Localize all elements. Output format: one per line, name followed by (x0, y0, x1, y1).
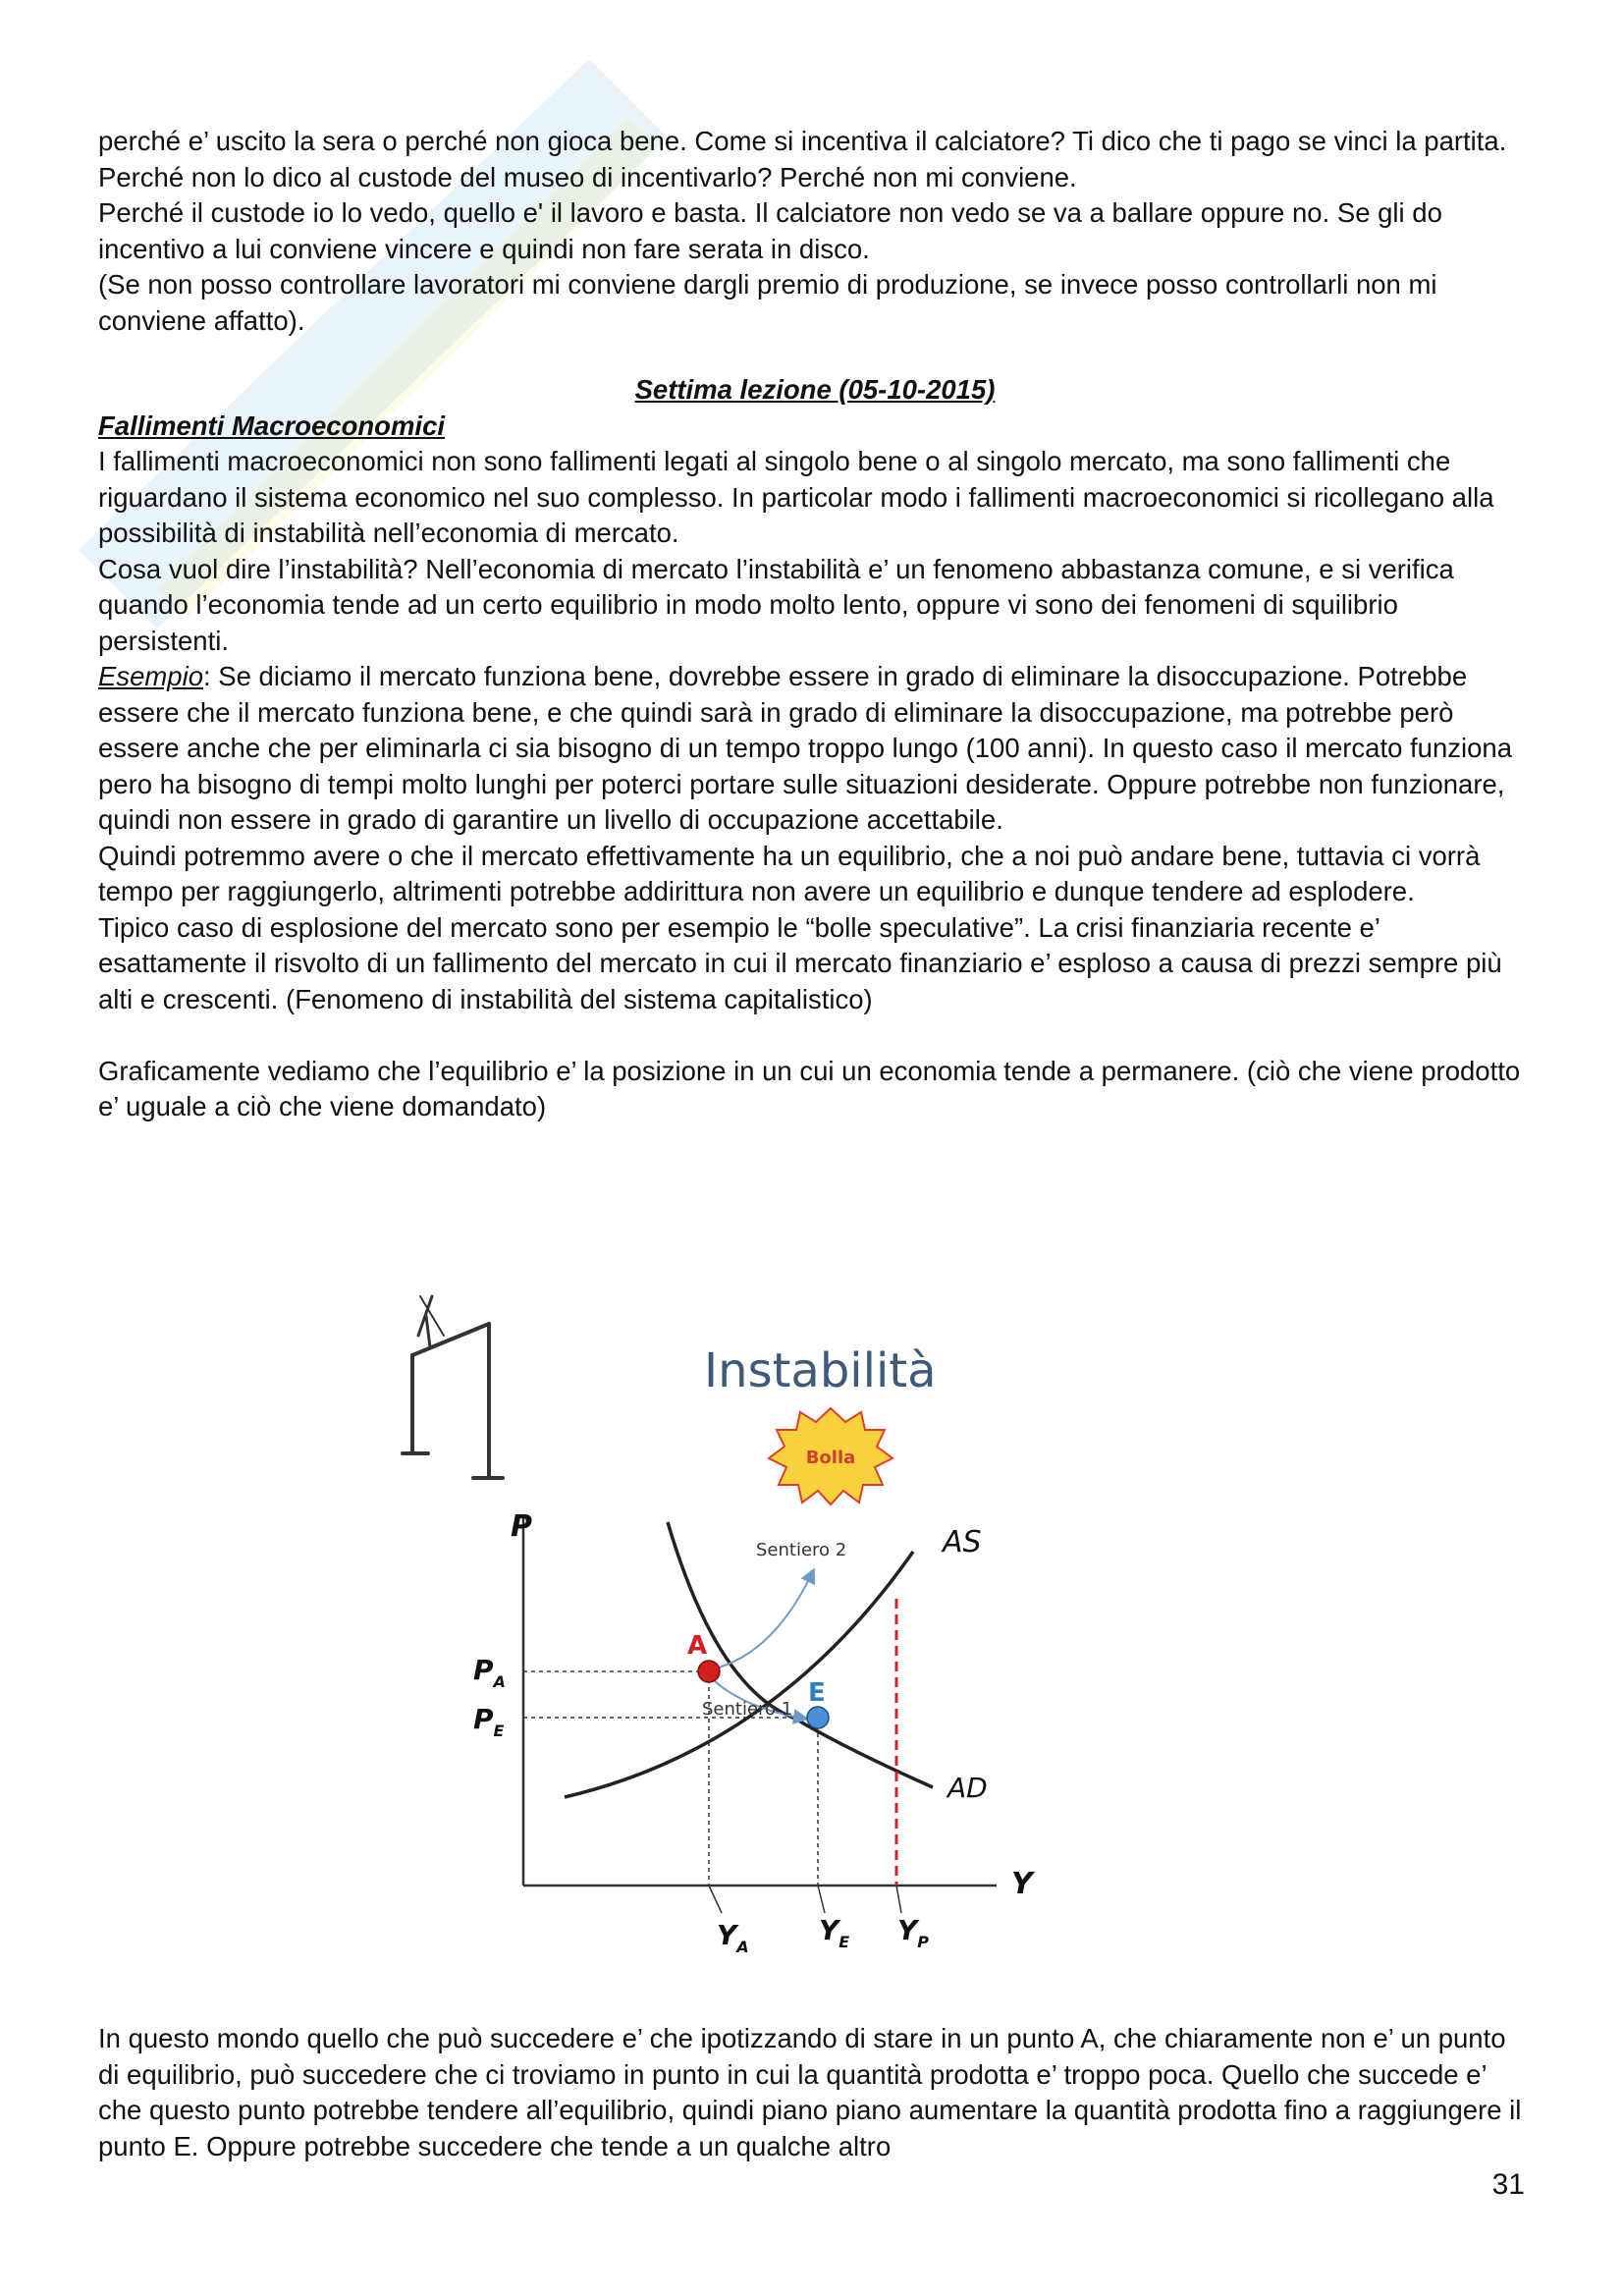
paragraph: Quindi potremmo avere o che il mercato effettivamente ha un equilibrio, che a noi può andare bene, tuttavia ci vorrà tempo per raggiungerlo, altrimenti potrebbe addirittura non avere un equilibrio e dunque tendere ad esplodere. (98, 840, 1481, 906)
section-title: Fallimenti Macroeconomici (98, 410, 446, 441)
point-a (698, 1661, 720, 1682)
paragraph: perché e’ uscito la sera o perché non gioca bene. Come si incentiva il calciatore? Ti dico che ti pago se vinci la partita. (98, 126, 1507, 156)
point-e (807, 1707, 829, 1728)
point-e-label: E (808, 1678, 826, 1708)
instability-diagram (383, 1277, 1070, 1984)
ad-curve (668, 1522, 933, 1787)
output-e-label: $Y_E$ (819, 1914, 850, 1951)
path-2-label: Sentiero 2 (756, 1540, 847, 1560)
path-1-label: Sentiero 1 (702, 1699, 793, 1720)
instability-figure (383, 1277, 1070, 1984)
output-a-label: $Y_A$ (717, 1919, 749, 1956)
paragraph: Graficamente vediamo che l’equilibrio e’ la posizione in un cui un economia tende a permanere. (ciò che viene prodotto e’ uguale a ciò che viene domandato) (98, 1055, 1521, 1121)
paragraph: In questo mondo quello che può succedere e’ che ipotizzando di stare in un punto A, che chiaramente non e’ un punto di equilibrio, può succedere che ci troviamo in punto in cui la quantità prodotta e’ troppo poca. Quello che succede e’ che questo punto potrebbe tendere all’equilibrio, quindi piano piano aumentare la quantità prodotta fino a raggiungere il punto E. Oppure potrebbe succedere che tende a un qualche altro (98, 2023, 1522, 2161)
bottom-text-block (98, 2021, 1532, 2164)
path-2-arrow (719, 1571, 813, 1667)
as-label: AS (943, 1525, 982, 1559)
tightrope-walker-icon (403, 1296, 503, 1478)
paragraph: Perché non lo dico al custode del museo di incentivarlo? Perché non mi conviene. (98, 161, 1077, 192)
lesson-title: Settima lezione (05-10-2015) (634, 374, 996, 405)
example-text: : Se diciamo il mercato funziona bene, dovrebbe essere in grado di eliminare la disoccupazione. Potrebbe essere che il mercato funziona bene, e che quindi sarà in grado di eliminare la disoccupazione, ma potrebbe però essere anche che per eliminarla ci sia bisogno di un tempo troppo lungo (100 anni). In questo caso il mercato funziona pero ha bisogno di tempi molto lunghi per poterci portare sulle situazioni desiderate. Oppure potrebbe non funzionare, quindi non essere in grado di garantire un livello di occupazione accettabile. (98, 661, 1513, 835)
burst-label: Bolla (805, 1448, 856, 1468)
output-p-label: $Y_P$ (897, 1914, 930, 1951)
price-e-label: $P_E$ (473, 1703, 505, 1740)
price-a-label: $P_A$ (473, 1654, 506, 1691)
paragraph: I fallimenti macroeconomici non sono fallimenti legati al singolo bene o al singolo mercato, ma sono fallimenti che riguardano il sistema economico nel suo complesso. In particolar modo i fallimenti macroeconomici si ricollegano alla possibilità di instabilità nell’economia di mercato. (98, 446, 1494, 548)
point-a-label: A (687, 1631, 708, 1661)
x-axis-label: Y (1011, 1867, 1033, 1901)
figure-title: Instabilità (704, 1343, 937, 1398)
top-text-block (98, 124, 1532, 1125)
paragraph: Tipico caso di esplosione del mercato sono per esempio le “bolle speculative”. La crisi finanziaria recente e’ esattamente il risvolto di un fallimento del mercato in cui il mercato finanziario e’ esploso a causa di prezzi sempre più alti e crescenti. (Fenomeno di instabilità del sistema capitalistico) (98, 911, 1502, 1014)
paragraph: Cosa vuol dire l’instabilità? Nell’economia di mercato l’instabilità e’ un fenomeno abbastanza comune, e si verifica quando l’economia tende ad un certo equilibrio in modo molto lento, oppure vi sono dei fenomeni di squilibrio persistenti. (98, 553, 1454, 656)
page-number: 31 (1491, 2168, 1525, 2201)
paragraph: Perché il custode io lo vedo, quello e' il lavoro e basta. Il calciatore non vedo se va a ballare oppure no. Se gli do incentivo a lui conviene vincere e quindi non fare serata in disco. (98, 197, 1442, 264)
ad-label: AD (947, 1772, 988, 1804)
bubble-burst (769, 1408, 893, 1504)
paragraph: (Se non posso controllare lavoratori mi conviene dargli premio di produzione, se invece posso controllarli non mi conviene affatto). (98, 269, 1437, 336)
y-axis-label: P (511, 1509, 532, 1544)
example-paragraph (98, 659, 1532, 839)
example-label: Esempio (98, 661, 203, 691)
